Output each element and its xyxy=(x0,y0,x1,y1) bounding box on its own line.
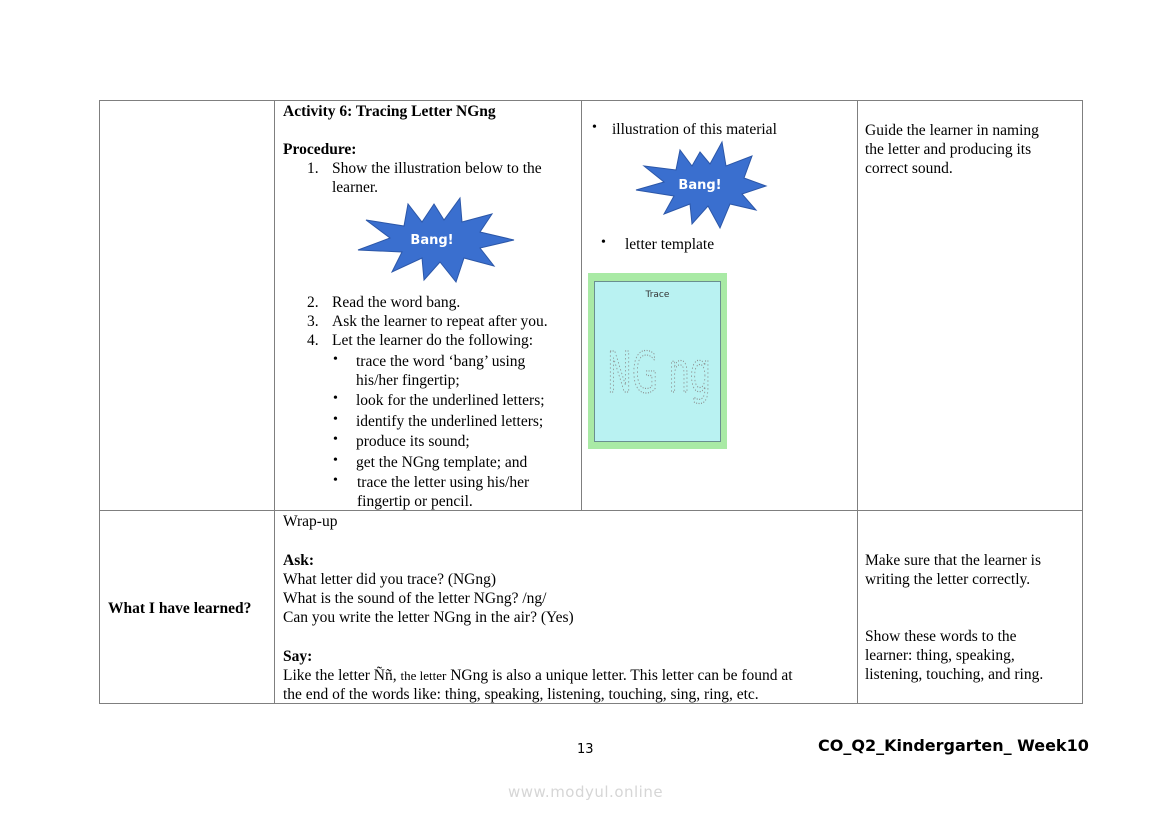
material-item: letter template xyxy=(625,236,715,253)
step-text: learner. xyxy=(332,179,379,196)
step-text: Ask the learner to repeat after you. xyxy=(332,313,548,330)
step-number: 4. xyxy=(307,332,319,349)
bang-burst-illustration-small xyxy=(634,140,768,232)
table-col-divider-2 xyxy=(581,100,582,511)
burst-word: Bang! xyxy=(410,233,454,248)
dotted-letters-ngng xyxy=(605,332,713,404)
sub-item-text: look for the underlined letters; xyxy=(356,392,545,409)
say-line-part: Like the letter Ññ, xyxy=(283,667,397,684)
letter-template-inner xyxy=(594,281,721,442)
watermark: www.modyul.online xyxy=(508,783,664,801)
step-number: 2. xyxy=(307,294,319,311)
row-label-what-i-have-learned: What I have learned? xyxy=(108,600,252,617)
bullet-dot: • xyxy=(333,391,338,406)
remark-line: Guide the learner in naming xyxy=(865,122,1039,139)
step-text: Read the word bang. xyxy=(332,294,461,311)
say-label: Say: xyxy=(283,648,313,665)
table-col-divider-1 xyxy=(274,100,275,704)
say-line xyxy=(283,666,793,685)
table-row-divider xyxy=(99,510,1083,511)
remark-line: Make sure that the learner is xyxy=(865,552,1042,569)
remark-line: the letter and producing its xyxy=(865,141,1032,158)
material-item: illustration of this material xyxy=(612,121,777,138)
bullet-dot: • xyxy=(592,120,597,135)
ask-label: Ask: xyxy=(283,552,315,569)
letter-template-card xyxy=(588,273,727,449)
wrapup-heading: Wrap-up xyxy=(283,513,338,530)
say-line: the end of the words like: thing, speaking, listening, touching, sing, ring, etc. xyxy=(283,686,759,703)
svg-text:NG ng: NG ng xyxy=(607,341,711,406)
document-code: CO_Q2_Kindergarten_ Week10 xyxy=(818,736,1089,755)
table-left-border xyxy=(99,100,100,704)
step-number: 3. xyxy=(307,313,319,330)
say-line-part: NGng is also a unique letter. This letter can be found at xyxy=(450,667,793,684)
template-title: Trace xyxy=(645,290,670,300)
step-text: Let the learner do the following: xyxy=(332,332,534,349)
remark-line: listening, touching, and ring. xyxy=(865,666,1044,683)
question-line: What letter did you trace? (NGng) xyxy=(283,571,497,588)
say-line-part-small: the letter xyxy=(400,668,447,683)
bang-burst-illustration xyxy=(352,196,516,284)
table-right-border xyxy=(1082,100,1083,704)
bullet-dot: • xyxy=(333,473,338,488)
question-line: Can you write the letter NGng in the air? (Yes) xyxy=(283,609,574,626)
sub-item-text: produce its sound; xyxy=(356,433,470,450)
question-line: What is the sound of the letter NGng? /ng/ xyxy=(283,590,547,607)
remark-line: learner: thing, speaking, xyxy=(865,647,1015,664)
activity-title: Activity 6: Tracing Letter NGng xyxy=(283,103,496,120)
sub-item-text: trace the letter using his/her xyxy=(357,474,530,491)
remark-line: writing the letter correctly. xyxy=(865,571,1031,588)
procedure-label: Procedure: xyxy=(283,141,357,158)
bullet-dot: • xyxy=(333,432,338,447)
sub-item-text: trace the word ‘bang’ using xyxy=(356,353,526,370)
remark-line: Show these words to the xyxy=(865,628,1017,645)
bullet-dot: • xyxy=(333,352,338,367)
page-number: 13 xyxy=(577,742,594,757)
bullet-dot: • xyxy=(333,453,338,468)
sub-item-text: get the NGng template; and xyxy=(356,454,528,471)
remark-line: correct sound. xyxy=(865,160,953,177)
sub-item-text: fingertip or pencil. xyxy=(357,493,473,510)
burst-word: Bang! xyxy=(678,178,722,193)
bullet-dot: • xyxy=(601,235,606,250)
bullet-dot: • xyxy=(333,412,338,427)
table-top-border xyxy=(99,100,1083,101)
sub-item-text: identify the underlined letters; xyxy=(356,413,544,430)
table-col-divider-3 xyxy=(857,100,858,704)
sub-item-text: his/her fingertip; xyxy=(356,372,460,389)
step-number: 1. xyxy=(307,160,319,177)
step-text: Show the illustration below to the xyxy=(332,160,542,177)
